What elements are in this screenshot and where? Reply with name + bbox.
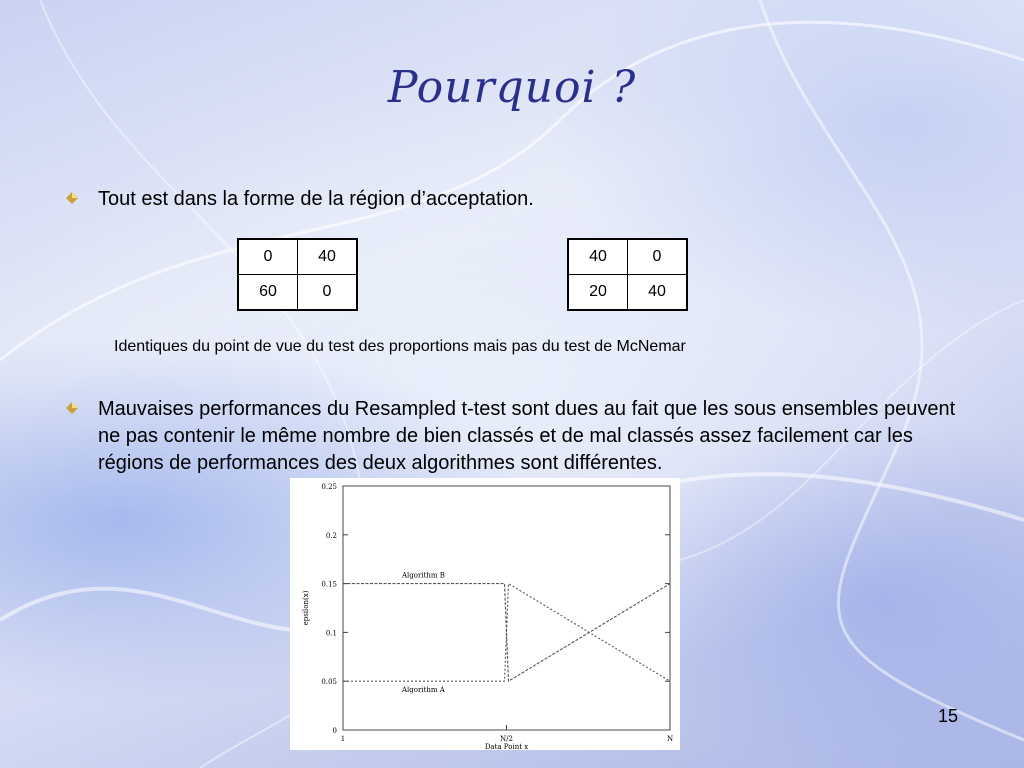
- bullet-item-1: [66, 186, 534, 213]
- slide-title: Pourquoi ?: [387, 62, 637, 113]
- bullet-item-2: [66, 396, 966, 477]
- page-number: 15: [938, 706, 959, 726]
- epsilon-chart: [290, 478, 680, 750]
- series-label: Algorithm A: [402, 686, 445, 695]
- bullet-text-2: Mauvaises performances du Resampled t-test sont dues au fait que les sous ensembles peuvent ne pas contenir le même nombre de bien classés et de mal classés assez facilement car les régions de performances des deux algorithmes sont différentes.: [98, 398, 956, 474]
- table-cell: 20: [568, 275, 628, 311]
- y-tick-label: 0.15: [321, 580, 337, 589]
- table-comparison-note: Identiques du point de vue du test des proportions mais pas du test de McNemar: [114, 338, 686, 355]
- series-line-algorithm-b: [343, 584, 670, 682]
- table-cell: 60: [238, 275, 298, 311]
- table-cell: 40: [298, 239, 358, 275]
- contingency-table-2: [567, 238, 688, 311]
- table-cell: 40: [628, 275, 688, 311]
- table-cell: 0: [298, 275, 358, 311]
- series-line-algorithm-a: [343, 584, 670, 682]
- epsilon-chart-svg: [290, 478, 680, 750]
- y-tick-label: 0.25: [321, 483, 337, 491]
- y-tick-label: 0.05: [321, 678, 337, 687]
- series-label: Algorithm B: [402, 571, 445, 580]
- bullet-text-1: Tout est dans la forme de la région d’acceptation.: [98, 188, 534, 210]
- x-axis-label: Data Point x: [484, 743, 529, 750]
- y-tick-label: 0.1: [325, 629, 337, 638]
- x-tick-label: 1: [340, 735, 346, 743]
- y-axis-label: epsilon(x): [302, 590, 310, 626]
- table-cell: 0: [628, 239, 688, 275]
- y-tick-label: 0: [332, 727, 337, 735]
- diamond-bullet-icon: [66, 402, 78, 414]
- x-tick-label: N/2: [500, 735, 513, 743]
- table-cell: 0: [238, 239, 298, 275]
- plot-frame: [343, 486, 670, 730]
- x-tick-label: N: [666, 735, 674, 743]
- y-tick-label: 0.2: [325, 531, 337, 540]
- contingency-table-1: [237, 238, 358, 311]
- table-cell: 40: [568, 239, 628, 275]
- diamond-bullet-icon: [66, 192, 78, 204]
